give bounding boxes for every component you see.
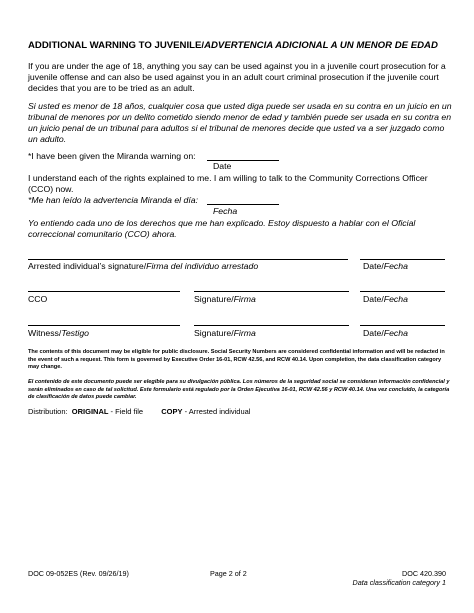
- cco-date-line[interactable]: [360, 291, 445, 292]
- warning-spanish: Si usted es menor de 18 años, cualquier cosa que usted diga puede ser usada en su contra en un juicio en un tribunal de menores por un delito cometido siendo menor de edad y también puede ser usada en su contra en un juicio penal de un tribunal para adultos si el tribunal de menores decide que usted va a ser juzgado como un adulto.: [28, 101, 452, 144]
- distribution-original: ORIGINAL: [71, 407, 109, 416]
- witness-line[interactable]: [28, 325, 180, 326]
- disclosure-spanish: El contenido de este documento puede ser elegible para su divulgación pública. Los números de la seguridad social se consideran información confidencial y serán eliminados en caso de tal solicitud. Este formulario está regulado por la Orden Ejecutiva 16-01, RCW 42.56 y RCW 40.14. Una vez concluido, la categoría de clasificación de datos puede cambiar.: [28, 379, 450, 400]
- understand-english: I understand each of the rights explained to me. I am willing to talk to the Community Corrections Officer (CCO) now.: [28, 173, 428, 194]
- arrested-date-label: Date/Fecha: [363, 261, 408, 271]
- footer-page: Page 2 of 2: [210, 569, 247, 578]
- witness-signature-label: Signature/Firma: [194, 328, 256, 338]
- arrested-signature-line[interactable]: [28, 259, 348, 260]
- witness-signature-line[interactable]: [194, 325, 349, 326]
- distribution-line: [28, 407, 250, 416]
- warning-english: If you are under the age of 18, anything you say can be used against you in a juvenile court prosecution for a juvenile offense and can also be used against you in an adult court criminal prosecution if the juvenile court decides that you are to be tried as an adult.: [28, 61, 446, 93]
- footer-form-id: DOC 09-052ES (Rev. 09/26/19): [28, 569, 129, 578]
- form-title: [28, 40, 438, 51]
- witness-date-line[interactable]: [360, 325, 445, 326]
- title-spanish: ADVERTENCIA ADICIONAL A UN MENOR DE EDAD: [204, 40, 438, 51]
- cco-signature-label: Signature/Firma: [194, 294, 256, 304]
- title-english: ADDITIONAL WARNING TO JUVENILE/: [28, 40, 205, 51]
- cco-signature-line[interactable]: [194, 291, 349, 292]
- witness-date-label: Date/Fecha: [363, 328, 408, 338]
- cco-date-label: Date/Fecha: [363, 294, 408, 304]
- footer-doc-number: DOC 420.390: [402, 569, 446, 578]
- understand-spanish: Yo entiendo cada uno de los derechos que me han explicado. Estoy dispuesto a hablar con el Oficial correccional comunitario (CCO) ahora.: [28, 218, 416, 239]
- miranda-spanish-label: *Me han leído la advertencia Miranda el día:: [28, 195, 198, 205]
- date-label: Date: [213, 161, 232, 171]
- distribution-original-dest: - Field file: [110, 407, 144, 416]
- arrested-signature-label: Arrested individual’s signature/Firma del individuo arrestado: [28, 261, 259, 271]
- fecha-label: Fecha: [213, 206, 238, 216]
- cco-label: CCO: [28, 294, 48, 304]
- arrested-date-line[interactable]: [360, 259, 445, 260]
- miranda-fecha-line[interactable]: [207, 204, 279, 205]
- distribution-copy-dest: - Arrested individual: [184, 407, 251, 416]
- distribution-label: Distribution:: [28, 407, 68, 416]
- witness-label: Witness/Testigo: [28, 328, 90, 338]
- footer-classification: Data classification category 1: [352, 578, 446, 587]
- cco-line[interactable]: [28, 291, 180, 292]
- disclosure-english: The contents of this document may be eligible for public disclosure. Social Security Numbers are considered confidential information and will be redacted in the event of such a request. This form is governed by Executive Order 16-01, RCW 42.56, and RCW 40.14. Upon completion, the data classification category may change.: [28, 349, 445, 370]
- miranda-english-label: *I have been given the Miranda warning on:: [28, 151, 196, 161]
- distribution-copy: COPY: [161, 407, 183, 416]
